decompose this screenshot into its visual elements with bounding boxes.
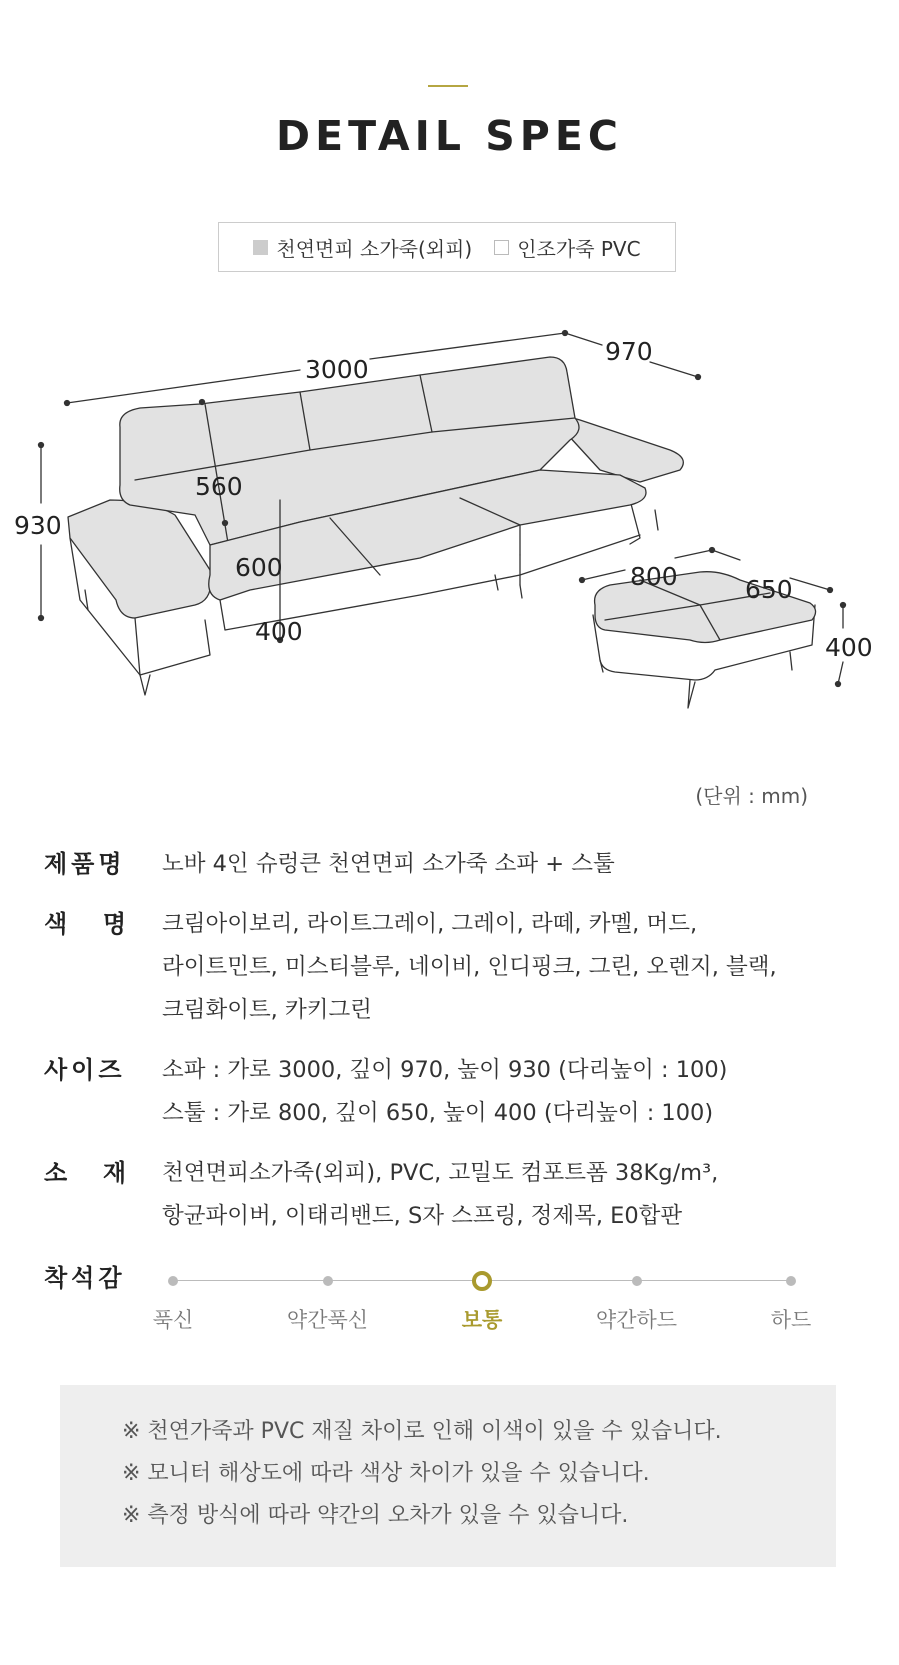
spec-row-material (44, 1157, 864, 1238)
unit-note: (단위 : mm) (695, 784, 808, 808)
spec-value-size (162, 1049, 727, 1135)
title-accent-rule (428, 85, 468, 87)
leather-swatch-icon (253, 240, 268, 255)
dim-sofa-height: 930 (14, 511, 62, 540)
seat-feel-stop (786, 1276, 796, 1286)
notice-line: ※ 측정 방식에 따라 약간의 오차가 있을 수 있습니다. (122, 1503, 629, 1528)
spec-value-line: 항균파이버, 이태리밴드, S자 스프링, 정제목, E0합판 (162, 1203, 683, 1229)
seat-feel-option-label: 약간푹신 (286, 1308, 369, 1332)
spec-label-color (44, 908, 126, 1032)
legend-label-leather: 천연면피 소가죽(외피) (276, 236, 473, 261)
legend-label-pvc: 인조가죽 PVC (517, 236, 641, 261)
spec-table (44, 848, 864, 1260)
spec-label-size: 사이즈 (44, 1056, 126, 1084)
seat-feel-option-label: 약간하드 (595, 1308, 678, 1332)
dim-stool-depth: 650 (745, 575, 793, 604)
notice-line: ※ 모니터 해상도에 따라 색상 차이가 있을 수 있습니다. (122, 1461, 650, 1486)
spec-value-color (162, 903, 777, 1032)
seat-feel-option-label: 보통 (461, 1308, 503, 1332)
spec-label-product: 제품명 (44, 850, 126, 878)
spec-row-size (44, 1054, 864, 1135)
dim-stool-width: 800 (630, 562, 678, 591)
material-legend (218, 222, 676, 272)
sofa-dimension-drawing (0, 300, 899, 760)
label-char: 색 (44, 910, 68, 938)
seat-feel-stop (472, 1271, 492, 1291)
spec-value-line: 소파 : 가로 3000, 깊이 970, 높이 930 (다리높이 : 100) (162, 1057, 728, 1083)
spec-value-line: 노바 4인 슈렁큰 천연면피 소가죽 소파 + 스툴 (162, 851, 615, 877)
seat-feel-stop (632, 1276, 642, 1286)
spec-value-line: 라이트민트, 미스티블루, 네이비, 인디핑크, 그린, 오렌지, 블랙, (162, 954, 777, 980)
spec-label-material (44, 1157, 126, 1238)
spec-value-line: 크림아이보리, 라이트그레이, 그레이, 라떼, 카멜, 머드, (162, 911, 698, 937)
seat-feel-label: 착석감 (44, 1264, 126, 1292)
label-char: 명 (102, 910, 126, 938)
notice-box (60, 1385, 836, 1567)
seat-feel-stop (323, 1276, 333, 1286)
spec-value-product (162, 843, 615, 886)
spec-row-product (44, 848, 864, 886)
spec-row-color (44, 908, 864, 1032)
seat-feel-scale (44, 1262, 864, 1332)
dim-back-height: 560 (195, 472, 243, 501)
seat-feel-stop (168, 1276, 178, 1286)
spec-value-line: 크림화이트, 카키그린 (162, 997, 372, 1023)
dim-seat-height: 400 (255, 617, 303, 646)
seat-feel-option-label: 하드 (770, 1308, 812, 1332)
label-char: 소 (44, 1159, 68, 1187)
spec-value-line: 스툴 : 가로 800, 깊이 650, 높이 400 (다리높이 : 100) (162, 1100, 714, 1126)
dim-sofa-width: 3000 (305, 355, 369, 384)
spec-value-material (162, 1152, 718, 1238)
notice-line: ※ 천연가죽과 PVC 재질 차이로 인해 이색이 있을 수 있습니다. (122, 1419, 722, 1444)
spec-value-line: 천연면피소가죽(외피), PVC, 고밀도 컴포트폼 38Kg/m³, (162, 1160, 719, 1186)
legend-item-leather (253, 233, 472, 262)
label-char: 재 (102, 1159, 126, 1187)
page-title: DETAIL SPEC (276, 112, 623, 160)
dim-seat-depth: 600 (235, 553, 283, 582)
dim-sofa-depth: 970 (605, 337, 653, 366)
pvc-swatch-icon (494, 240, 509, 255)
seat-feel-option-label: 푹신 (152, 1308, 194, 1332)
dim-stool-height: 400 (825, 633, 873, 662)
legend-item-pvc (494, 233, 640, 262)
